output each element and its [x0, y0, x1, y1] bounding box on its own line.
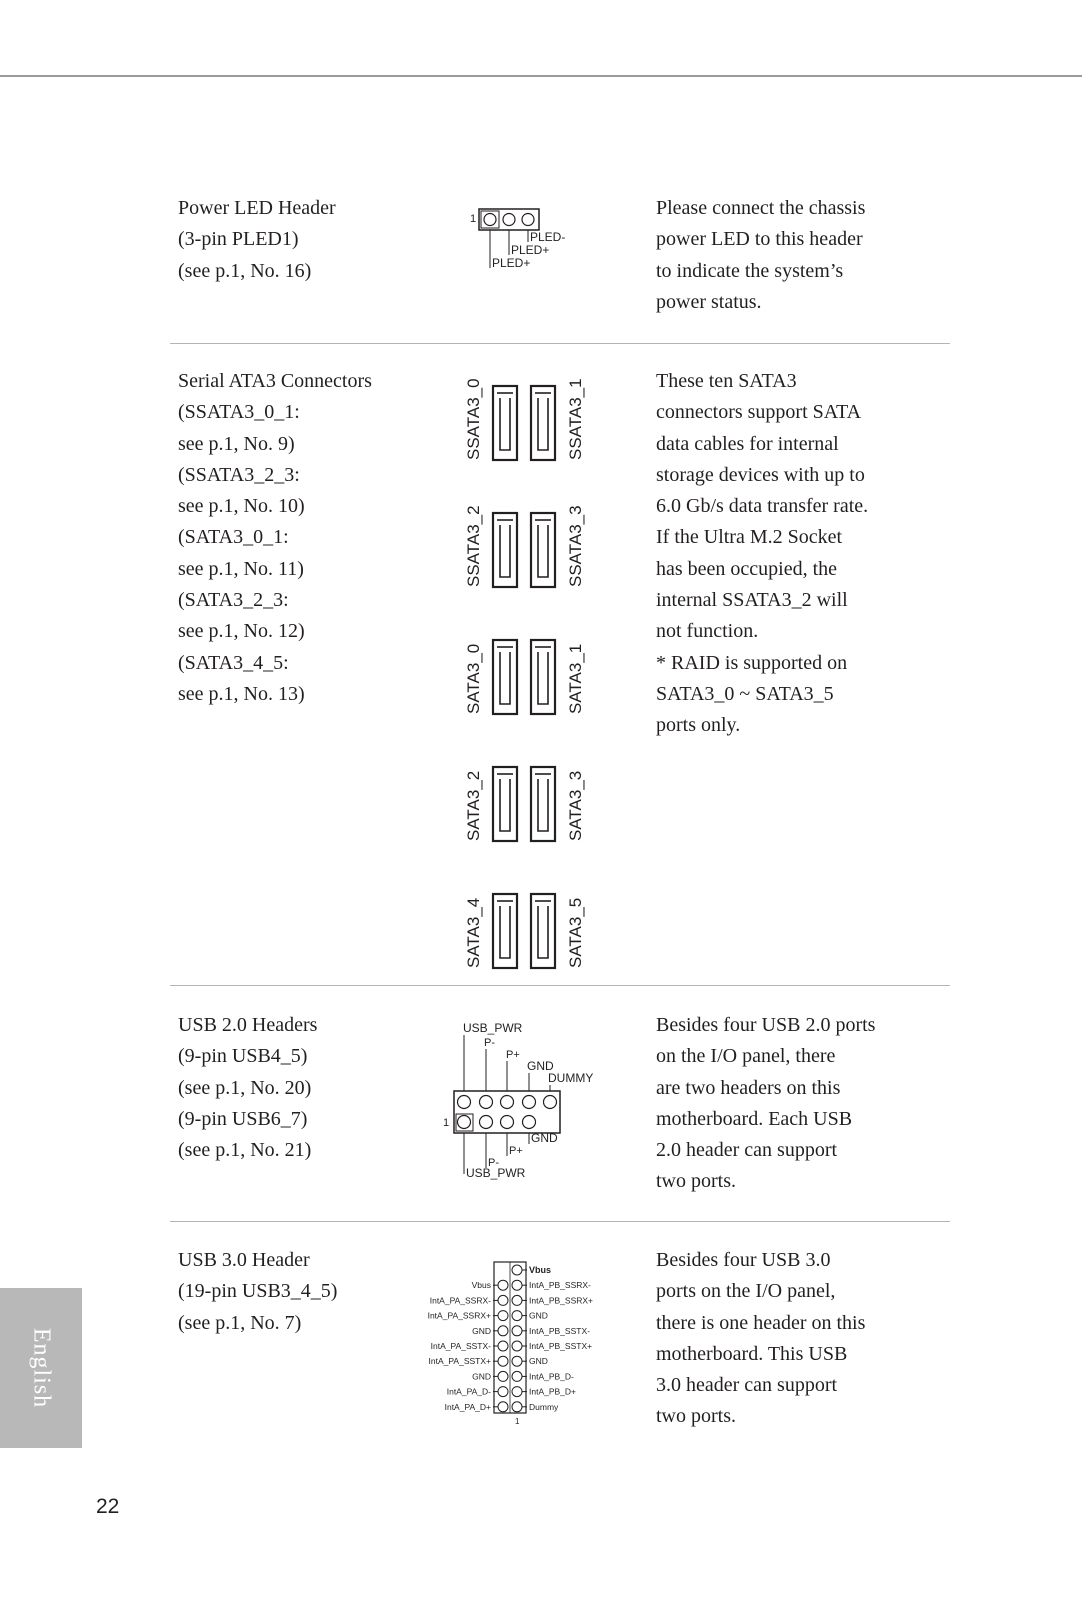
- sata-connector-row: [464, 505, 585, 587]
- usb2-description: [656, 1010, 941, 1198]
- usb3-pin: [512, 1311, 522, 1321]
- pled-desc-line: Please connect the chassis: [656, 197, 866, 219]
- sata-connector-right: [531, 513, 555, 587]
- usb3-desc-line: Besides four USB 3.0: [656, 1249, 831, 1271]
- language-tab-label: English: [28, 1327, 55, 1409]
- sata-connector-right: [531, 386, 555, 460]
- usb3-pin: [498, 1387, 508, 1397]
- usb3-desc-line: ports on the I/O panel,: [656, 1280, 836, 1303]
- usb2-label-gnd-bottom: GND: [531, 1131, 558, 1145]
- pled-pin1-label: 1: [470, 213, 477, 225]
- usb3-desc-line: 3.0 header can support: [656, 1374, 838, 1397]
- usb3-left-pin-label: IntA_PA_SSTX+: [428, 1356, 491, 1367]
- sata-connector-right: [531, 894, 555, 968]
- sata-label-left: SATA3_2: [464, 770, 483, 841]
- usb3-right-pin-label: IntA_PB_SSRX+: [529, 1295, 594, 1306]
- usb3-pin: [512, 1295, 522, 1305]
- usb3-left-pin-label: IntA_PA_D-: [446, 1386, 491, 1397]
- sata-desc-line: * RAID is supported on: [656, 651, 848, 674]
- usb3-pin: [512, 1356, 522, 1366]
- sata-desc-line: ports only.: [656, 714, 741, 737]
- usb3-pin: [498, 1311, 508, 1321]
- usb3-left-pin-label: IntA_PA_D+: [444, 1401, 491, 1412]
- usb3-left-pin-label: IntA_PA_SSRX+: [427, 1310, 491, 1321]
- usb2-desc-line: are two headers on this: [656, 1076, 841, 1099]
- usb3-pin: [498, 1341, 508, 1351]
- usb3-pin: [512, 1326, 522, 1336]
- usb3-pin: [512, 1402, 522, 1412]
- sata-description: [656, 366, 941, 742]
- sata-title-block: [178, 366, 438, 710]
- usb2-label-p-plus-top: P+: [506, 1049, 520, 1061]
- sata-ref-line: (SSATA3_0_1:: [178, 401, 300, 424]
- sata-connector-right: [531, 640, 555, 714]
- usb2-ref-line: (9-pin USB4_5): [178, 1045, 308, 1068]
- usb3-pin: [512, 1387, 522, 1397]
- usb3-pin: [498, 1295, 508, 1305]
- sata-desc-line: 6.0 Gb/s data transfer rate.: [656, 495, 869, 518]
- usb3-left-pin-label: GND: [472, 1371, 491, 1382]
- sata-desc-line: These ten SATA3: [656, 370, 797, 392]
- pled-description: [656, 193, 941, 318]
- usb2-label-usb-pwr-bottom: USB_PWR: [466, 1166, 526, 1180]
- language-tab: [0, 1288, 82, 1448]
- sata-ref-line: (SATA3_4_5:: [178, 651, 289, 674]
- sata-desc-line: SATA3_0 ~ SATA3_5: [656, 682, 834, 705]
- sata-label-left: SSATA3_2: [464, 505, 483, 587]
- usb3-right-pin-label: Vbus: [529, 1265, 552, 1275]
- sata-title: Serial ATA3 Connectors: [178, 370, 372, 392]
- usb2-label-p-minus-bottom: P-: [488, 1157, 499, 1169]
- usb2-label-dummy: DUMMY: [548, 1071, 594, 1085]
- sata-ref-line: (SATA3_0_1:: [178, 526, 289, 549]
- sata-connector-row: [464, 640, 585, 714]
- usb3-pin: [498, 1371, 508, 1381]
- usb2-ref-line: (see p.1, No. 21): [178, 1139, 312, 1162]
- usb2-pin1-label: 1: [443, 1117, 450, 1129]
- usb3-right-pin-label: IntA_PB_SSTX-: [529, 1325, 590, 1336]
- usb3-right-pin-label: IntA_PB_D-: [529, 1371, 574, 1382]
- sata-ref-line: see p.1, No. 12): [178, 620, 305, 643]
- page-number: 22: [96, 1495, 120, 1518]
- usb2-label-usb-pwr-top: USB_PWR: [463, 1021, 523, 1035]
- sata-label-right: SATA3_5: [566, 897, 585, 968]
- section-divider: [170, 985, 950, 986]
- usb3-right-pin-label: IntA_PB_D+: [529, 1386, 577, 1397]
- usb3-desc-line: there is one header on this: [656, 1311, 866, 1334]
- sata-label-right: SSATA3_1: [566, 378, 585, 460]
- pled-label-2: PLED+: [511, 243, 550, 257]
- sata-label-right: SATA3_3: [566, 770, 585, 841]
- usb3-right-pin-label: GND: [529, 1310, 548, 1321]
- sata-label-right: SSATA3_3: [566, 505, 585, 587]
- pled-desc-line: to indicate the system’s: [656, 259, 844, 282]
- sata-connector-row: [464, 894, 585, 968]
- pled-pin-info: (3-pin PLED1): [178, 228, 299, 251]
- sata-desc-line: storage devices with up to: [656, 463, 865, 486]
- usb3-desc-line: two ports.: [656, 1405, 736, 1428]
- pled-label-1: PLED-: [530, 230, 566, 244]
- usb3-title: USB 3.0 Header: [178, 1249, 310, 1271]
- sata-connectors-diagram: [465, 380, 605, 970]
- usb3-pin: [498, 1402, 508, 1412]
- sata-label-left: SATA3_4: [464, 897, 483, 968]
- usb2-ref-line: (see p.1, No. 20): [178, 1076, 312, 1099]
- usb3-header-diagram: [420, 1262, 640, 1427]
- usb3-desc-line: motherboard. This USB: [656, 1342, 848, 1365]
- sata-label-left: SSATA3_0: [464, 378, 483, 460]
- usb3-pin: [512, 1341, 522, 1351]
- pled-header-diagram: [470, 205, 620, 275]
- usb3-right-pin-label: Dummy: [529, 1401, 559, 1412]
- pled-reference: (see p.1, No. 16): [178, 259, 312, 282]
- usb2-desc-line: Besides four USB 2.0 ports: [656, 1014, 876, 1036]
- pled-title: Power LED Header: [178, 197, 336, 219]
- section-divider: [170, 1221, 950, 1222]
- sata-ref-line: see p.1, No. 10): [178, 495, 305, 518]
- usb3-pin: [512, 1280, 522, 1290]
- usb2-desc-line: motherboard. Each USB: [656, 1107, 853, 1130]
- usb3-ref-line: (see p.1, No. 7): [178, 1311, 302, 1334]
- sata-ref-line: see p.1, No. 13): [178, 682, 305, 705]
- usb3-pin: [498, 1280, 508, 1290]
- sata-desc-line: If the Ultra M.2 Socket: [656, 526, 843, 549]
- usb2-desc-line: on the I/O panel, there: [656, 1045, 836, 1068]
- usb3-pin: [498, 1356, 508, 1366]
- sata-ref-line: see p.1, No. 11): [178, 557, 304, 580]
- pled-label-3: PLED+: [492, 256, 531, 270]
- usb2-header-diagram: [440, 1020, 610, 1180]
- usb3-title-block: [178, 1245, 438, 1339]
- sata-ref-line: (SATA3_2_3:: [178, 589, 289, 612]
- sata-connector-row: [464, 378, 585, 460]
- sata-connector-left: [493, 386, 517, 460]
- section-divider: [170, 343, 950, 344]
- usb3-right-pin-label: IntA_PB_SSTX+: [529, 1341, 593, 1351]
- usb3-left-pin-label: Vbus: [471, 1280, 491, 1291]
- top-rule: [0, 75, 1082, 77]
- sata-connector-right: [531, 767, 555, 841]
- usb2-desc-line: two ports.: [656, 1170, 736, 1193]
- sata-label-left: SATA3_0: [464, 643, 483, 714]
- sata-connector-left: [493, 640, 517, 714]
- usb2-label-p-minus-top: P-: [484, 1037, 495, 1049]
- usb2-label-gnd-top: GND: [527, 1059, 554, 1073]
- sata-desc-line: has been occupied, the: [656, 557, 838, 580]
- sata-ref-line: see p.1, No. 9): [178, 432, 295, 455]
- sata-connector-left: [493, 513, 517, 587]
- sata-label-right: SATA3_1: [566, 643, 585, 714]
- usb3-left-pin-label: GND: [472, 1325, 491, 1336]
- pled-title-block: [178, 193, 438, 287]
- usb3-pin: [512, 1371, 522, 1381]
- usb2-label-p-plus-bottom: P+: [509, 1145, 523, 1157]
- usb3-left-pin-label: IntA_PA_SSTX-: [430, 1341, 491, 1351]
- pled-desc-line: power LED to this header: [656, 228, 863, 251]
- sata-desc-line: data cables for internal: [656, 432, 839, 455]
- usb3-pin: [512, 1265, 522, 1275]
- sata-connector-left: [493, 767, 517, 841]
- usb2-title-block: [178, 1010, 438, 1166]
- usb3-pin1-label: 1: [515, 1417, 520, 1426]
- usb3-right-pin-label: IntA_PB_SSRX-: [529, 1280, 591, 1291]
- pled-desc-line: power status.: [656, 290, 762, 313]
- sata-connector-left: [493, 894, 517, 968]
- sata-desc-line: internal SSATA3_2 will: [656, 589, 848, 612]
- usb3-ref-line: (19-pin USB3_4_5): [178, 1280, 338, 1303]
- sata-ref-line: (SSATA3_2_3:: [178, 463, 300, 486]
- usb2-desc-line: 2.0 header can support: [656, 1139, 838, 1162]
- usb3-description: [656, 1245, 941, 1433]
- usb2-ref-line: (9-pin USB6_7): [178, 1107, 308, 1130]
- usb3-left-pin-label: IntA_PA_SSRX-: [429, 1295, 491, 1306]
- usb2-title: USB 2.0 Headers: [178, 1014, 318, 1036]
- sata-desc-line: connectors support SATA: [656, 401, 862, 424]
- sata-desc-line: not function.: [656, 620, 759, 643]
- usb3-right-pin-label: GND: [529, 1356, 548, 1367]
- usb3-pin: [498, 1326, 508, 1336]
- sata-connector-row: [464, 767, 585, 841]
